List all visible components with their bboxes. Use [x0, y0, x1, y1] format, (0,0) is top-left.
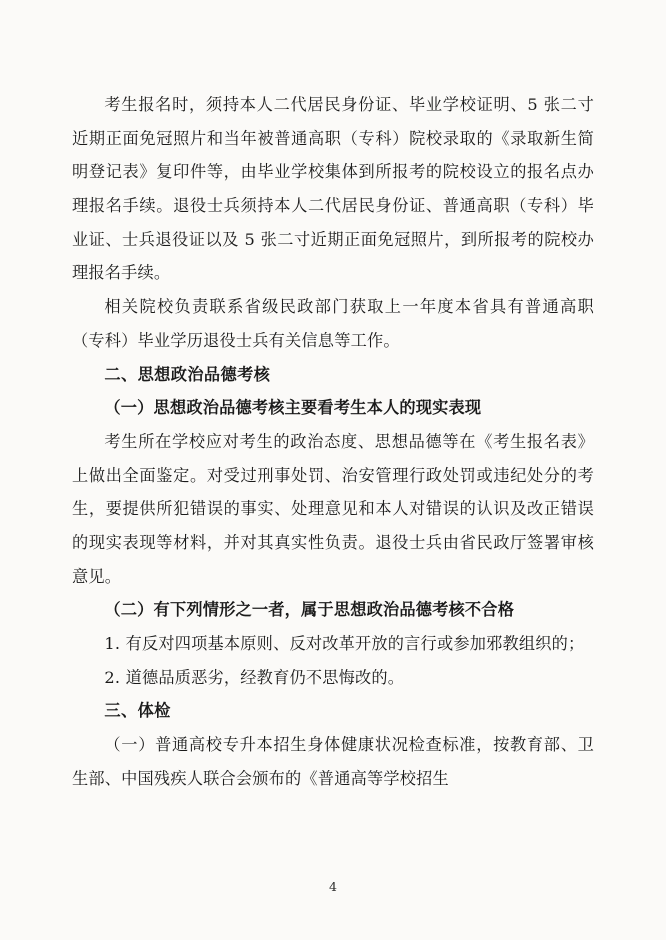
paragraph-item-two: 2. 道德品质恶劣，经教育仍不思悔改的。	[104, 667, 405, 687]
paragraph-school-appraisal: 考生所在学校应对考生的政治态度、思想品德等在《考生报名表》上做出全面鉴定。对受过刑事处罚、治安管理行政处罚或违纪处分的考生，要提供所犯错误的事实、处理意见和本人对错误的认识及改正错误的现实表现等材料，并对其真实性负责。退役士兵由省民政厅签署审核意见。	[72, 431, 594, 586]
document-body	[72, 88, 594, 795]
paragraph-college-liaison: 相关院校负责联系省级民政部门获取上一年度本省具有普通高职（专科）毕业学历退役士兵有关信息等工作。	[72, 297, 594, 350]
heading-section-three: 三、体检	[104, 701, 171, 721]
subheading-two-two: （二）有下列情形之一者，属于思想政治品德考核不合格	[104, 600, 515, 620]
page-number: 4	[329, 879, 337, 894]
heading-section-two: 二、思想政治品德考核	[104, 364, 271, 384]
paragraph-item-one: 1. 有反对四项基本原则、反对改革开放的言行或参加邪教组织的；	[104, 634, 585, 653]
subheading-two-one: （一）思想政治品德考核主要看考生本人的现实表现	[104, 398, 482, 418]
paragraph-registration-requirements: 考生报名时，须持本人二代居民身份证、毕业学校证明、5 张二寸近期正面免冠照片和当年被普通高职（专科）院校录取的《录取新生简明登记表》复印件等，由毕业学校集体到所报考的院校设立的报名点办理报名手续。退役士兵须持本人二代居民身份证、普通高职（专科）毕业证、士兵退役证以及 5 张二寸近期正面免冠照片，到所报考的院校办理报名手续。	[72, 95, 594, 283]
paragraph-health-standard: （一）普通高校专升本招生身体健康状况检查标准，按教育部、卫生部、中国残疾人联合会颁布的《普通高等学校招生	[72, 735, 594, 788]
